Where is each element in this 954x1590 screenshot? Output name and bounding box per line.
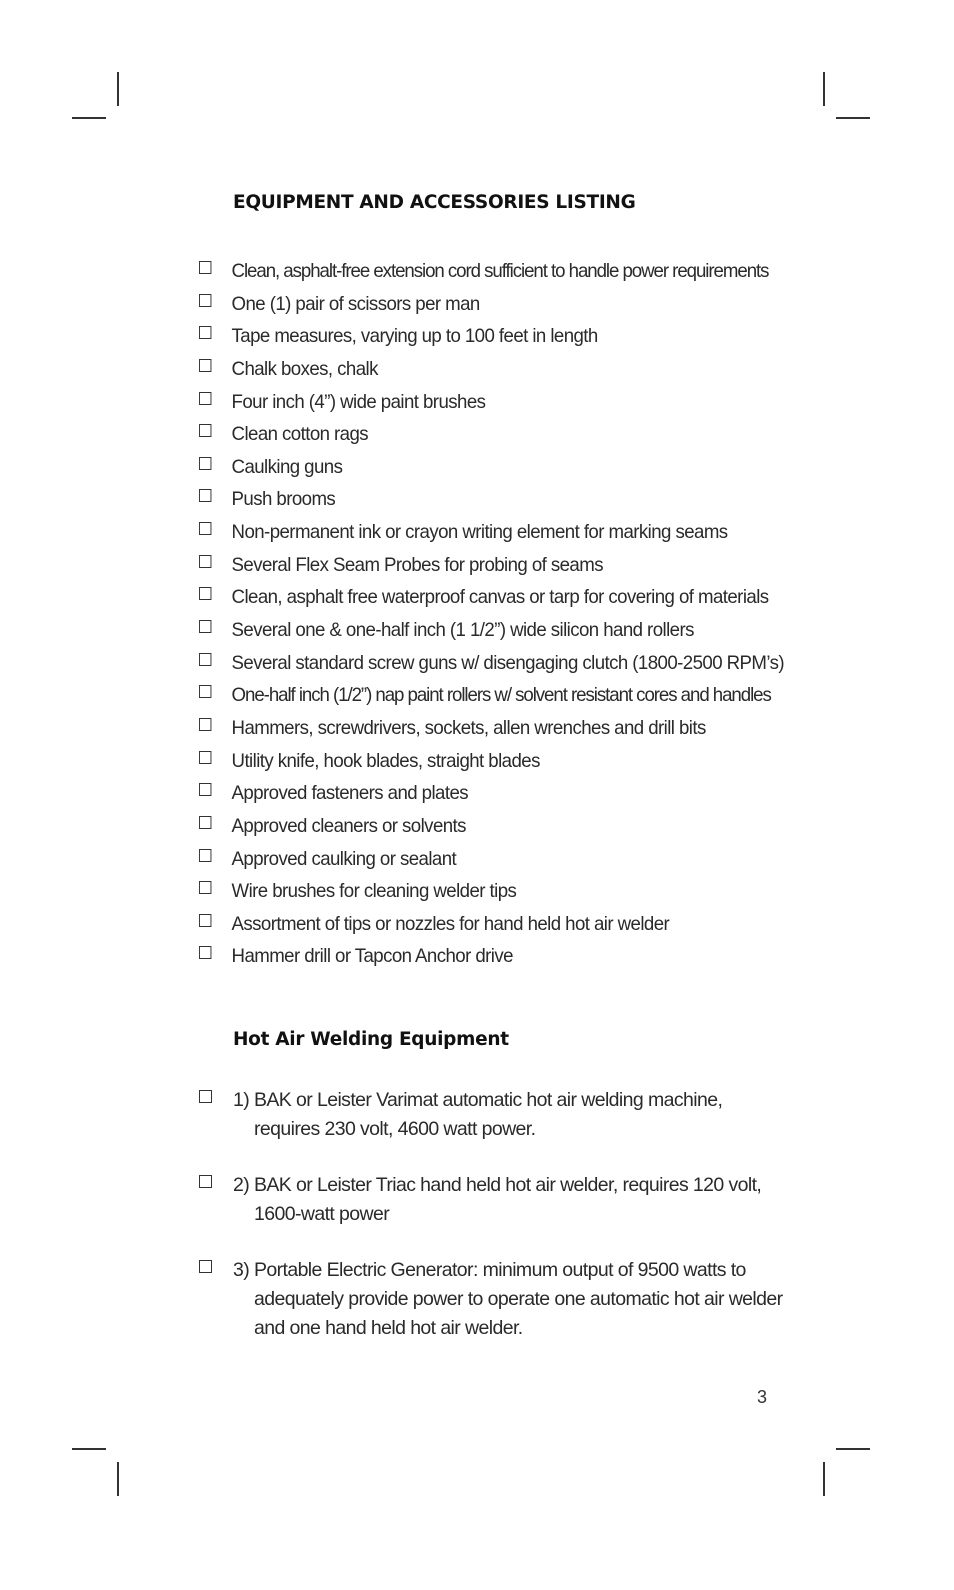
welding-item-line: 2) BAK or Leister Triac hand held hot air welder, requires 120 volt,: [233, 1174, 762, 1196]
welding-item-line: 1) BAK or Leister Varimat automatic hot air welding machine,: [233, 1089, 723, 1111]
checklist-item: [199, 292, 784, 325]
checklist-item-label: Clean, asphalt free waterproof canvas or tarp for covering of materials: [231, 586, 769, 609]
checkbox-icon[interactable]: [199, 359, 211, 372]
checklist-item: [199, 553, 784, 586]
checklist-item-label: Several one & one-half inch (1 1/2”) wide silicon hand rollers: [231, 619, 694, 642]
checklist-item-label: Hammers, screwdrivers, sockets, allen wrenches and drill bits: [231, 716, 706, 739]
checklist-item-label: Hammer drill or Tapcon Anchor drive: [231, 945, 513, 968]
checkbox-icon[interactable]: [199, 1260, 212, 1273]
checkbox-icon[interactable]: [199, 783, 211, 796]
checklist-item-label: Tape measures, varying up to 100 feet in length: [231, 325, 598, 348]
checkbox-icon[interactable]: [199, 294, 211, 307]
checkbox-icon[interactable]: [199, 555, 211, 568]
crop-mark: [823, 72, 825, 106]
checkbox-icon[interactable]: [199, 946, 211, 959]
welding-item: [199, 1171, 783, 1229]
checklist-item: [199, 781, 784, 814]
checklist-item-label: Several standard screw guns w/ disengaging clutch (1800-2500 RPM’s): [231, 651, 784, 674]
crop-mark: [72, 117, 106, 119]
checkbox-icon[interactable]: [199, 261, 211, 274]
checklist-item: [199, 520, 784, 553]
section-title: EQUIPMENT AND ACCESSORIES LISTING: [233, 192, 636, 213]
checklist-item: [199, 912, 784, 945]
checkbox-icon[interactable]: [199, 522, 211, 535]
checklist-item: [199, 324, 784, 357]
checklist-item-label: Approved cleaners or solvents: [231, 814, 466, 837]
crop-mark: [836, 1448, 870, 1450]
checkbox-icon[interactable]: [199, 620, 211, 633]
checklist-item-label: Wire brushes for cleaning welder tips: [231, 880, 517, 903]
checkbox-icon[interactable]: [199, 1090, 212, 1103]
equipment-checklist: [199, 259, 810, 977]
checkbox-icon[interactable]: [199, 424, 211, 437]
checklist-item: [199, 814, 784, 847]
checklist-item-label: Push brooms: [231, 488, 336, 511]
checklist-item: [199, 944, 784, 977]
checkbox-icon[interactable]: [199, 751, 211, 764]
welding-item-line: 3) Portable Electric Generator: minimum output of 9500 watts to: [233, 1259, 746, 1281]
checklist-item-label: One-half inch (1/2”) nap paint rollers w/ solvent resistant cores and handles: [231, 684, 771, 707]
checkbox-icon[interactable]: [199, 685, 211, 698]
checklist-item-label: Caulking guns: [231, 455, 343, 478]
checklist-item-label: Clean, asphalt-free extension cord sufficient to handle power requirements: [231, 260, 769, 282]
checkbox-icon[interactable]: [199, 816, 211, 829]
checklist-item: [199, 259, 784, 292]
checklist-item-label: Approved fasteners and plates: [231, 782, 469, 805]
checkbox-icon[interactable]: [199, 457, 211, 470]
checkbox-icon[interactable]: [199, 653, 211, 666]
checkbox-icon[interactable]: [199, 326, 211, 339]
checkbox-icon[interactable]: [199, 881, 211, 894]
checklist-item: [199, 749, 784, 782]
checklist-item-label: Chalk boxes, chalk: [231, 357, 378, 380]
checklist-item: [199, 585, 784, 618]
checklist-item: [199, 487, 784, 520]
checklist-item: [199, 618, 784, 651]
welding-section-title: Hot Air Welding Equipment: [233, 1029, 509, 1050]
welding-item-line: and one hand held hot air welder.: [254, 1317, 523, 1339]
welding-item-line: requires 230 volt, 4600 watt power.: [254, 1118, 536, 1140]
crop-mark: [117, 72, 119, 106]
checklist-item-label: Non-permanent ink or crayon writing element for marking seams: [231, 521, 728, 544]
checklist-item-label: Utility knife, hook blades, straight blades: [231, 749, 540, 772]
checklist-item: [199, 390, 784, 423]
checkbox-icon[interactable]: [199, 392, 211, 405]
checklist-item: [199, 847, 784, 880]
checkbox-icon[interactable]: [199, 718, 211, 731]
page-number: 3: [757, 1387, 768, 1407]
crop-mark: [72, 1448, 106, 1450]
welding-item-line: adequately provide power to operate one automatic hot air welder: [254, 1288, 783, 1310]
checklist-item-label: Several Flex Seam Probes for probing of seams: [231, 553, 603, 576]
checklist-item: [199, 422, 784, 455]
checklist-item: [199, 683, 784, 716]
checkbox-icon[interactable]: [199, 489, 211, 502]
welding-equipment-list: [199, 1086, 783, 1370]
crop-mark: [836, 117, 870, 119]
crop-mark: [823, 1462, 825, 1496]
welding-item-line: 1600-watt power: [254, 1203, 390, 1225]
checklist-item-label: Assortment of tips or nozzles for hand held hot air welder: [231, 912, 670, 935]
checklist-item: [199, 716, 784, 749]
checkbox-icon[interactable]: [199, 914, 211, 927]
checklist-item: [199, 357, 784, 390]
checklist-item: [199, 651, 784, 684]
checklist-item-label: One (1) pair of scissors per man: [231, 292, 480, 315]
crop-mark: [117, 1462, 119, 1496]
checkbox-icon[interactable]: [199, 849, 211, 862]
checklist-item-label: Four inch (4”) wide paint brushes: [231, 390, 486, 413]
welding-item: [199, 1256, 783, 1343]
checklist-item: [199, 455, 784, 488]
checkbox-icon[interactable]: [199, 587, 211, 600]
checklist-item-label: Clean cotton rags: [231, 423, 369, 446]
checklist-item-label: Approved caulking or sealant: [231, 847, 457, 870]
checklist-item: [199, 879, 784, 912]
checkbox-icon[interactable]: [199, 1175, 212, 1188]
welding-item: [199, 1086, 783, 1144]
